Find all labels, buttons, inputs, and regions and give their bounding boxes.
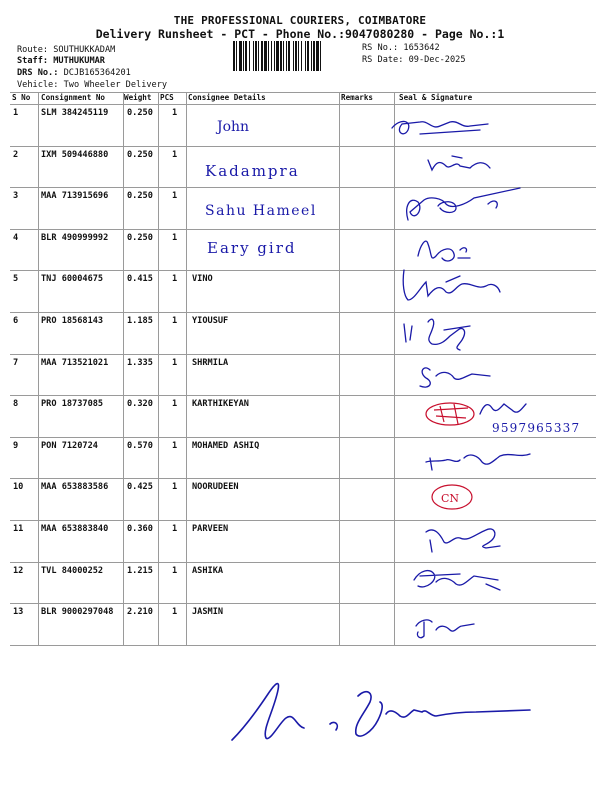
table-row — [10, 478, 596, 519]
table-row — [10, 562, 596, 603]
vehicle-label: Vehicle: — [17, 80, 59, 90]
row-pcs: 1 — [172, 316, 178, 326]
row-rule — [10, 603, 596, 604]
barcode-bar — [261, 41, 263, 71]
barcode-bar — [305, 41, 306, 71]
runsheet-subtitle: Delivery Runsheet - PCT - Phone No.:9047080280 - Page No.:1 — [95, 27, 505, 41]
row-sno: 2 — [13, 150, 19, 160]
row-consignment-no: PRO 18568143 — [41, 316, 104, 326]
row-weight: 1.185 — [127, 316, 153, 326]
row-consignee: ASHIKA — [192, 566, 224, 576]
barcode-bar — [316, 41, 319, 71]
barcode-bar — [268, 41, 269, 71]
row-pcs: 1 — [172, 399, 178, 409]
staff-value: MUTHUKUMAR — [53, 56, 105, 66]
column-rule — [394, 92, 395, 645]
row-consignee: VINO — [192, 274, 213, 284]
row-consignee: NOORUDEEN — [192, 482, 239, 492]
row-consignment-no: BLR 490999992 — [41, 233, 109, 243]
barcode-bar — [233, 41, 235, 71]
row-rule — [10, 312, 596, 313]
barcode-bar — [258, 41, 259, 71]
row-sno: 4 — [13, 233, 19, 243]
bottom-signature — [232, 684, 530, 740]
col-weight: Weight — [124, 93, 152, 102]
row-weight: 0.250 — [127, 150, 153, 160]
handwritten-phone-8: 9597965337 — [492, 421, 581, 435]
rs-no-line — [362, 43, 440, 53]
row-consignee: PARVEEN — [192, 524, 229, 534]
table-row — [10, 395, 596, 436]
barcode-bar — [293, 41, 294, 71]
row-rule — [10, 146, 596, 147]
row-sno: 1 — [13, 108, 19, 118]
svg-text:CN: CN — [441, 492, 460, 505]
row-consignment-no: BLR 9000297048 — [41, 607, 114, 617]
row-consignment-no: MAA 653883840 — [41, 524, 109, 534]
row-pcs: 1 — [172, 274, 178, 284]
table-header — [10, 92, 596, 104]
row-consignment-no: TNJ 60004675 — [41, 274, 104, 284]
table-row — [10, 104, 596, 145]
row-sno: 5 — [13, 274, 19, 284]
runsheet-table — [10, 92, 596, 655]
col-consignee: Consignee Details — [188, 93, 266, 102]
row-weight: 0.360 — [127, 524, 153, 534]
col-pcs: PCS — [160, 93, 174, 102]
header-rule — [10, 104, 596, 105]
row-sno: 9 — [13, 441, 19, 451]
barcode-bar — [271, 41, 272, 71]
table-row — [10, 354, 596, 395]
row-weight: 1.335 — [127, 358, 153, 368]
row-rule — [10, 270, 596, 271]
row-consignment-no: IXM 509446880 — [41, 150, 109, 160]
col-consignment: Consignment No — [41, 93, 106, 102]
row-rule — [10, 229, 596, 230]
row-pcs: 1 — [172, 441, 178, 451]
barcode-bar — [313, 41, 315, 71]
barcode-bar — [288, 41, 290, 71]
row-rule — [10, 562, 596, 563]
table-row — [10, 229, 596, 270]
row-weight: 0.250 — [127, 233, 153, 243]
barcode-bar — [276, 41, 279, 71]
row-pcs: 1 — [172, 607, 178, 617]
handwritten-name-3: Sahu Hameel — [205, 203, 317, 219]
drs-value: DCJB165364201 — [63, 68, 131, 78]
row-weight: 0.250 — [127, 108, 153, 118]
column-rule — [38, 92, 39, 645]
row-consignee: SHRMILA — [192, 358, 229, 368]
row-consignee: JASMIN — [192, 607, 224, 617]
row-pcs: 1 — [172, 566, 178, 576]
barcode-bar — [264, 41, 267, 71]
row-rule — [10, 478, 596, 479]
staff-label: Staff: — [17, 56, 49, 66]
table-row — [10, 520, 596, 561]
row-sno: 11 — [13, 524, 24, 534]
table-row — [10, 603, 596, 644]
column-rule — [186, 92, 187, 645]
row-pcs: 1 — [172, 108, 178, 118]
row-sno: 13 — [13, 607, 24, 617]
col-sno: S No — [12, 93, 31, 102]
column-rule — [123, 92, 124, 645]
column-rule — [158, 92, 159, 645]
row-consignee: KARTHIKEYAN — [192, 399, 249, 409]
route-value: SOUTHUKKADAM — [53, 45, 116, 55]
rs-date-value: 09-Dec-2025 — [408, 55, 466, 65]
row-consignee: MOHAMED ASHIQ — [192, 441, 260, 451]
row-sno: 8 — [13, 399, 19, 409]
row-consignment-no: SLM 384245119 — [41, 108, 109, 118]
row-rule — [10, 645, 596, 646]
row-consignment-no: MAA 713521021 — [41, 358, 109, 368]
barcode-image — [233, 41, 355, 71]
row-pcs: 1 — [172, 482, 178, 492]
row-weight: 0.570 — [127, 441, 153, 451]
row-sno: 3 — [13, 191, 19, 201]
rs-no-value: 1653642 — [403, 43, 440, 53]
route-line — [17, 45, 115, 55]
table-row — [10, 146, 596, 187]
row-weight: 0.425 — [127, 482, 153, 492]
row-pcs: 1 — [172, 358, 178, 368]
row-consignment-no: MAA 653883586 — [41, 482, 109, 492]
drs-line — [17, 68, 131, 78]
barcode-bar — [280, 41, 282, 71]
row-pcs: 1 — [172, 150, 178, 160]
table-row — [10, 312, 596, 353]
rs-date-line — [362, 55, 466, 65]
drs-label: DRS No.: — [17, 68, 59, 78]
barcode-bar — [301, 41, 302, 71]
table-row — [10, 270, 596, 311]
vehicle-value: Two Wheeler Delivery — [63, 80, 168, 90]
row-pcs: 1 — [172, 233, 178, 243]
handwritten-name-4: Eary gird — [207, 239, 297, 257]
row-weight: 0.250 — [127, 191, 153, 201]
col-seal: Seal & Signature — [399, 93, 473, 102]
table-row — [10, 187, 596, 228]
row-rule — [10, 395, 596, 396]
row-pcs: 1 — [172, 524, 178, 534]
row-weight: 0.320 — [127, 399, 153, 409]
row-rule — [10, 437, 596, 438]
barcode-bar — [236, 41, 237, 71]
handwritten-name-2: Kadampra — [205, 162, 300, 180]
route-label: Route: — [17, 45, 49, 55]
row-rule — [10, 520, 596, 521]
column-rule — [339, 92, 340, 645]
barcode-bar — [286, 41, 287, 71]
row-consignment-no: PRO 18737085 — [41, 399, 104, 409]
row-sno: 6 — [13, 316, 19, 326]
rs-no-label: RS No.: — [362, 43, 399, 53]
row-rule — [10, 354, 596, 355]
barcode-bar — [245, 41, 247, 71]
row-sno: 7 — [13, 358, 19, 368]
row-consignment-no: TVL 84000252 — [41, 566, 104, 576]
row-sno: 12 — [13, 566, 24, 576]
barcode-bar — [249, 41, 250, 71]
barcode-bar — [243, 41, 244, 71]
row-weight: 2.210 — [127, 607, 153, 617]
barcode-bar — [295, 41, 297, 71]
row-consignee: YIOUSUF — [192, 316, 229, 326]
row-consignment-no: PON 7120724 — [41, 441, 98, 451]
row-consignment-no: MAA 713915696 — [41, 191, 109, 201]
row-weight: 1.215 — [127, 566, 153, 576]
barcode-bar — [311, 41, 312, 71]
barcode-bar — [298, 41, 299, 71]
rs-date-label: RS Date: — [362, 55, 404, 65]
table-row — [10, 437, 596, 478]
table-top-rule — [10, 92, 596, 93]
staff-line — [17, 56, 105, 66]
vehicle-line — [17, 80, 167, 90]
barcode-bar — [253, 41, 254, 71]
row-rule — [10, 187, 596, 188]
barcode-bar — [307, 41, 309, 71]
handwritten-name-1: John — [217, 119, 250, 135]
col-remarks: Remarks — [341, 93, 374, 102]
row-weight: 0.415 — [127, 274, 153, 284]
barcode-bar — [255, 41, 257, 71]
company-title: THE PROFESSIONAL COURIERS, COIMBATORE — [173, 14, 427, 27]
barcode-bar — [274, 41, 275, 71]
barcode-bar — [320, 41, 321, 71]
barcode-bar — [283, 41, 284, 71]
row-pcs: 1 — [172, 191, 178, 201]
row-sno: 10 — [13, 482, 24, 492]
barcode-bar — [239, 41, 242, 71]
